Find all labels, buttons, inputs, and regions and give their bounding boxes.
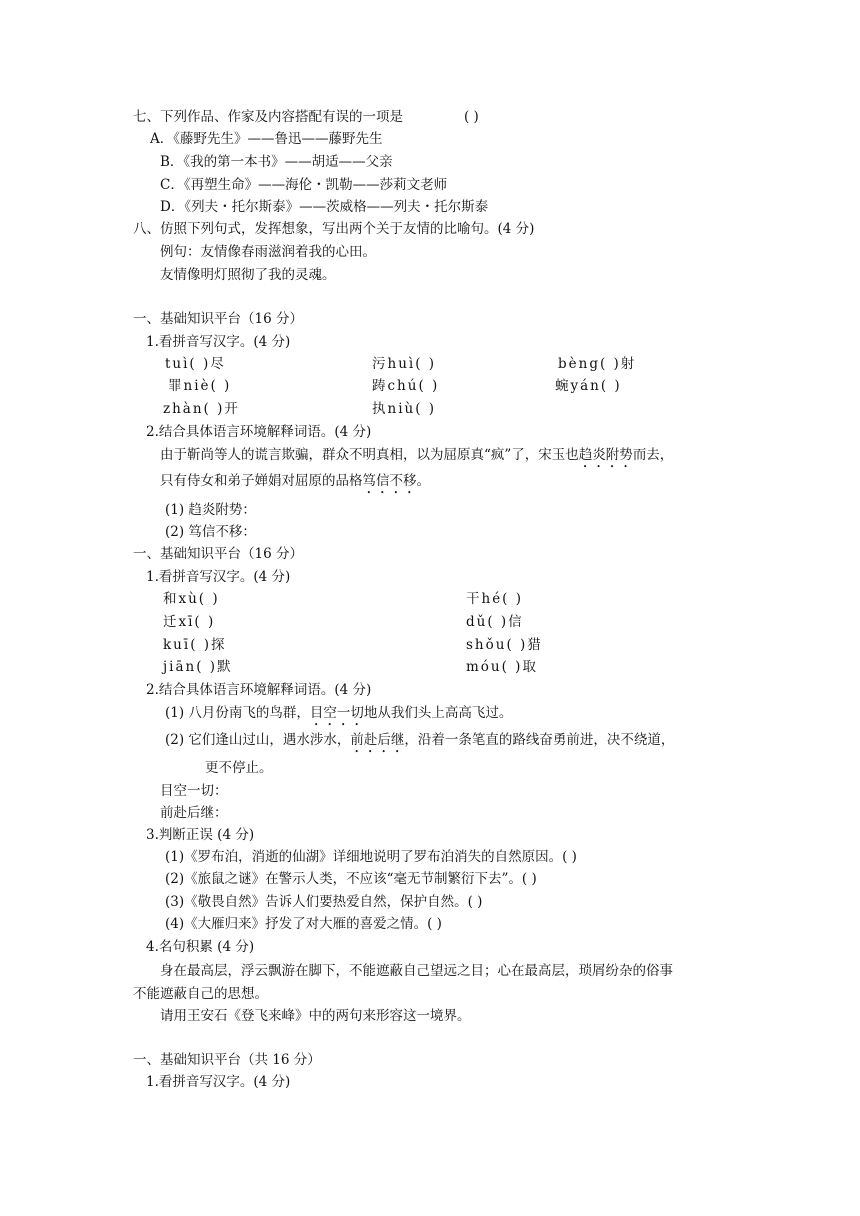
quote-line-1: 身在最高层，浮云飘游在脚下，不能遮蔽自己望远之目；心在最高层，琐屑纷杂的俗事 bbox=[160, 963, 673, 979]
pinyin-cell: jiān( )默 bbox=[163, 659, 233, 675]
quote-line-2: 不能遮蔽自己的思想。 bbox=[133, 986, 268, 1002]
pinyin-cell: dǔ( )信 bbox=[466, 614, 524, 630]
emphasized-word: 笃信不移 bbox=[362, 473, 417, 489]
sec1-item-2: (2) 笃信不移： bbox=[165, 524, 256, 540]
sec1-sub1: 1.看拼音写汉字。(4 分) bbox=[146, 334, 291, 350]
pinyin-cell: móu( )取 bbox=[466, 659, 538, 675]
sec1-heading: 一、基础知识平台（16 分） bbox=[133, 311, 303, 327]
sec2-sentence-2: (2) 它们逢山过山，遇水涉水，前赴后继，沿着一条笔直的路线奋勇前进，决不绕道， bbox=[165, 732, 675, 748]
judge-item-1: (1)《罗布泊，消逝的仙湖》详细地说明了罗布泊消失的自然原因。( ) bbox=[165, 849, 577, 865]
pinyin-cell: 蜿yán( ) bbox=[555, 378, 622, 394]
sec1-sub2: 2.结合具体语言环境解释词语。(4 分) bbox=[146, 424, 372, 440]
sec1-paragraph-line1: 由于靳尚等人的谎言欺骗，群众不明真相，以为屈原真“疯”了，宋玉也趋炎附势而去， bbox=[160, 447, 674, 463]
q7-option-d: D．《列夫・托尔斯泰》——茨威格——列夫・托尔斯泰 bbox=[160, 199, 489, 215]
pinyin-cell: 罪niè( ) bbox=[168, 378, 232, 394]
pinyin-cell: zhàn( )开 bbox=[163, 401, 240, 417]
sec2-sentence-2-cont: 更不停止。 bbox=[205, 760, 273, 776]
emphasized-word: 趋炎附势 bbox=[578, 447, 633, 463]
sec2-sub4: 4.名句积累 (4 分) bbox=[146, 939, 255, 955]
q7-option-b: B．《我的第一本书》——胡适——父亲 bbox=[160, 154, 393, 170]
emphasized-word: 目空一切 bbox=[309, 705, 364, 721]
q7-option-c: C．《再塑生命》——海伦・凯勒——莎莉文老师 bbox=[160, 177, 448, 193]
sec2-word-2: 前赴后继： bbox=[160, 805, 228, 821]
sec2-sub1: 1.看拼音写汉字。(4 分) bbox=[146, 569, 291, 585]
sec2-word-1: 目空一切： bbox=[160, 783, 228, 799]
judge-item-4: (4)《大雁归来》抒发了对大雁的喜爱之情。( ) bbox=[165, 916, 442, 932]
sec1-item-1: (1) 趋炎附势： bbox=[165, 502, 256, 518]
pinyin-cell: tuì( )尽 bbox=[165, 356, 226, 372]
q7-title: 七、下列作品、作家及内容搭配有误的一项是 bbox=[133, 109, 403, 125]
judge-item-2: (2)《旅鼠之谜》在警示人类，不应该“毫无节制繁衍下去”。( ) bbox=[165, 871, 537, 887]
judge-item-3: (3)《敬畏自然》告诉人们要热爱自然，保护自然。( ) bbox=[165, 894, 483, 910]
sec3-sub1: 1.看拼音写汉字。(4 分) bbox=[146, 1074, 291, 1090]
q8-example-2: 友情像明灯照彻了我的灵魂。 bbox=[160, 267, 336, 283]
quote-prompt: 请用王安石《登飞来峰》中的两句来形容这一境界。 bbox=[160, 1008, 471, 1024]
sec2-sub2: 2.结合具体语言环境解释词语。(4 分) bbox=[146, 682, 372, 698]
q8-title: 八、仿照下列句式，发挥想象，写出两个关于友情的比喻句。(4 分) bbox=[133, 221, 535, 237]
emphasized-word: 前赴后继 bbox=[350, 732, 405, 748]
pinyin-cell: 踌chú( ) bbox=[372, 378, 440, 394]
sec2-sub3: 3.判断正误 (4 分) bbox=[146, 827, 255, 843]
pinyin-cell: shǒu( )猎 bbox=[466, 637, 543, 653]
sec2-sentence-1: (1) 八月份南飞的鸟群，目空一切地从我们头上高高飞过。 bbox=[165, 705, 513, 721]
pinyin-cell: 和xù( ) bbox=[163, 591, 220, 607]
pinyin-cell: bèng( )射 bbox=[558, 356, 637, 372]
pinyin-cell: 迁xī( ) bbox=[163, 614, 216, 630]
sec3-heading: 一、基础知识平台（共 16 分） bbox=[133, 1052, 321, 1068]
sec2-heading: 一、基础知识平台（16 分） bbox=[133, 546, 303, 562]
sec1-paragraph-line2: 只有侍女和弟子婵娟对屈原的品格笃信不移。 bbox=[160, 473, 430, 489]
q7-answer-paren: ( ) bbox=[464, 109, 479, 125]
pinyin-cell: 干hé( ) bbox=[466, 591, 524, 607]
pinyin-cell: 污huì( ) bbox=[372, 356, 437, 372]
pinyin-cell: kuī( )探 bbox=[163, 637, 227, 653]
q8-example-1: 例句：友情像春雨滋润着我的心田。 bbox=[160, 244, 376, 260]
q7-option-a: A．《藤野先生》——鲁迅——藤野先生 bbox=[150, 131, 383, 147]
pinyin-cell: 执niù( ) bbox=[372, 401, 437, 417]
